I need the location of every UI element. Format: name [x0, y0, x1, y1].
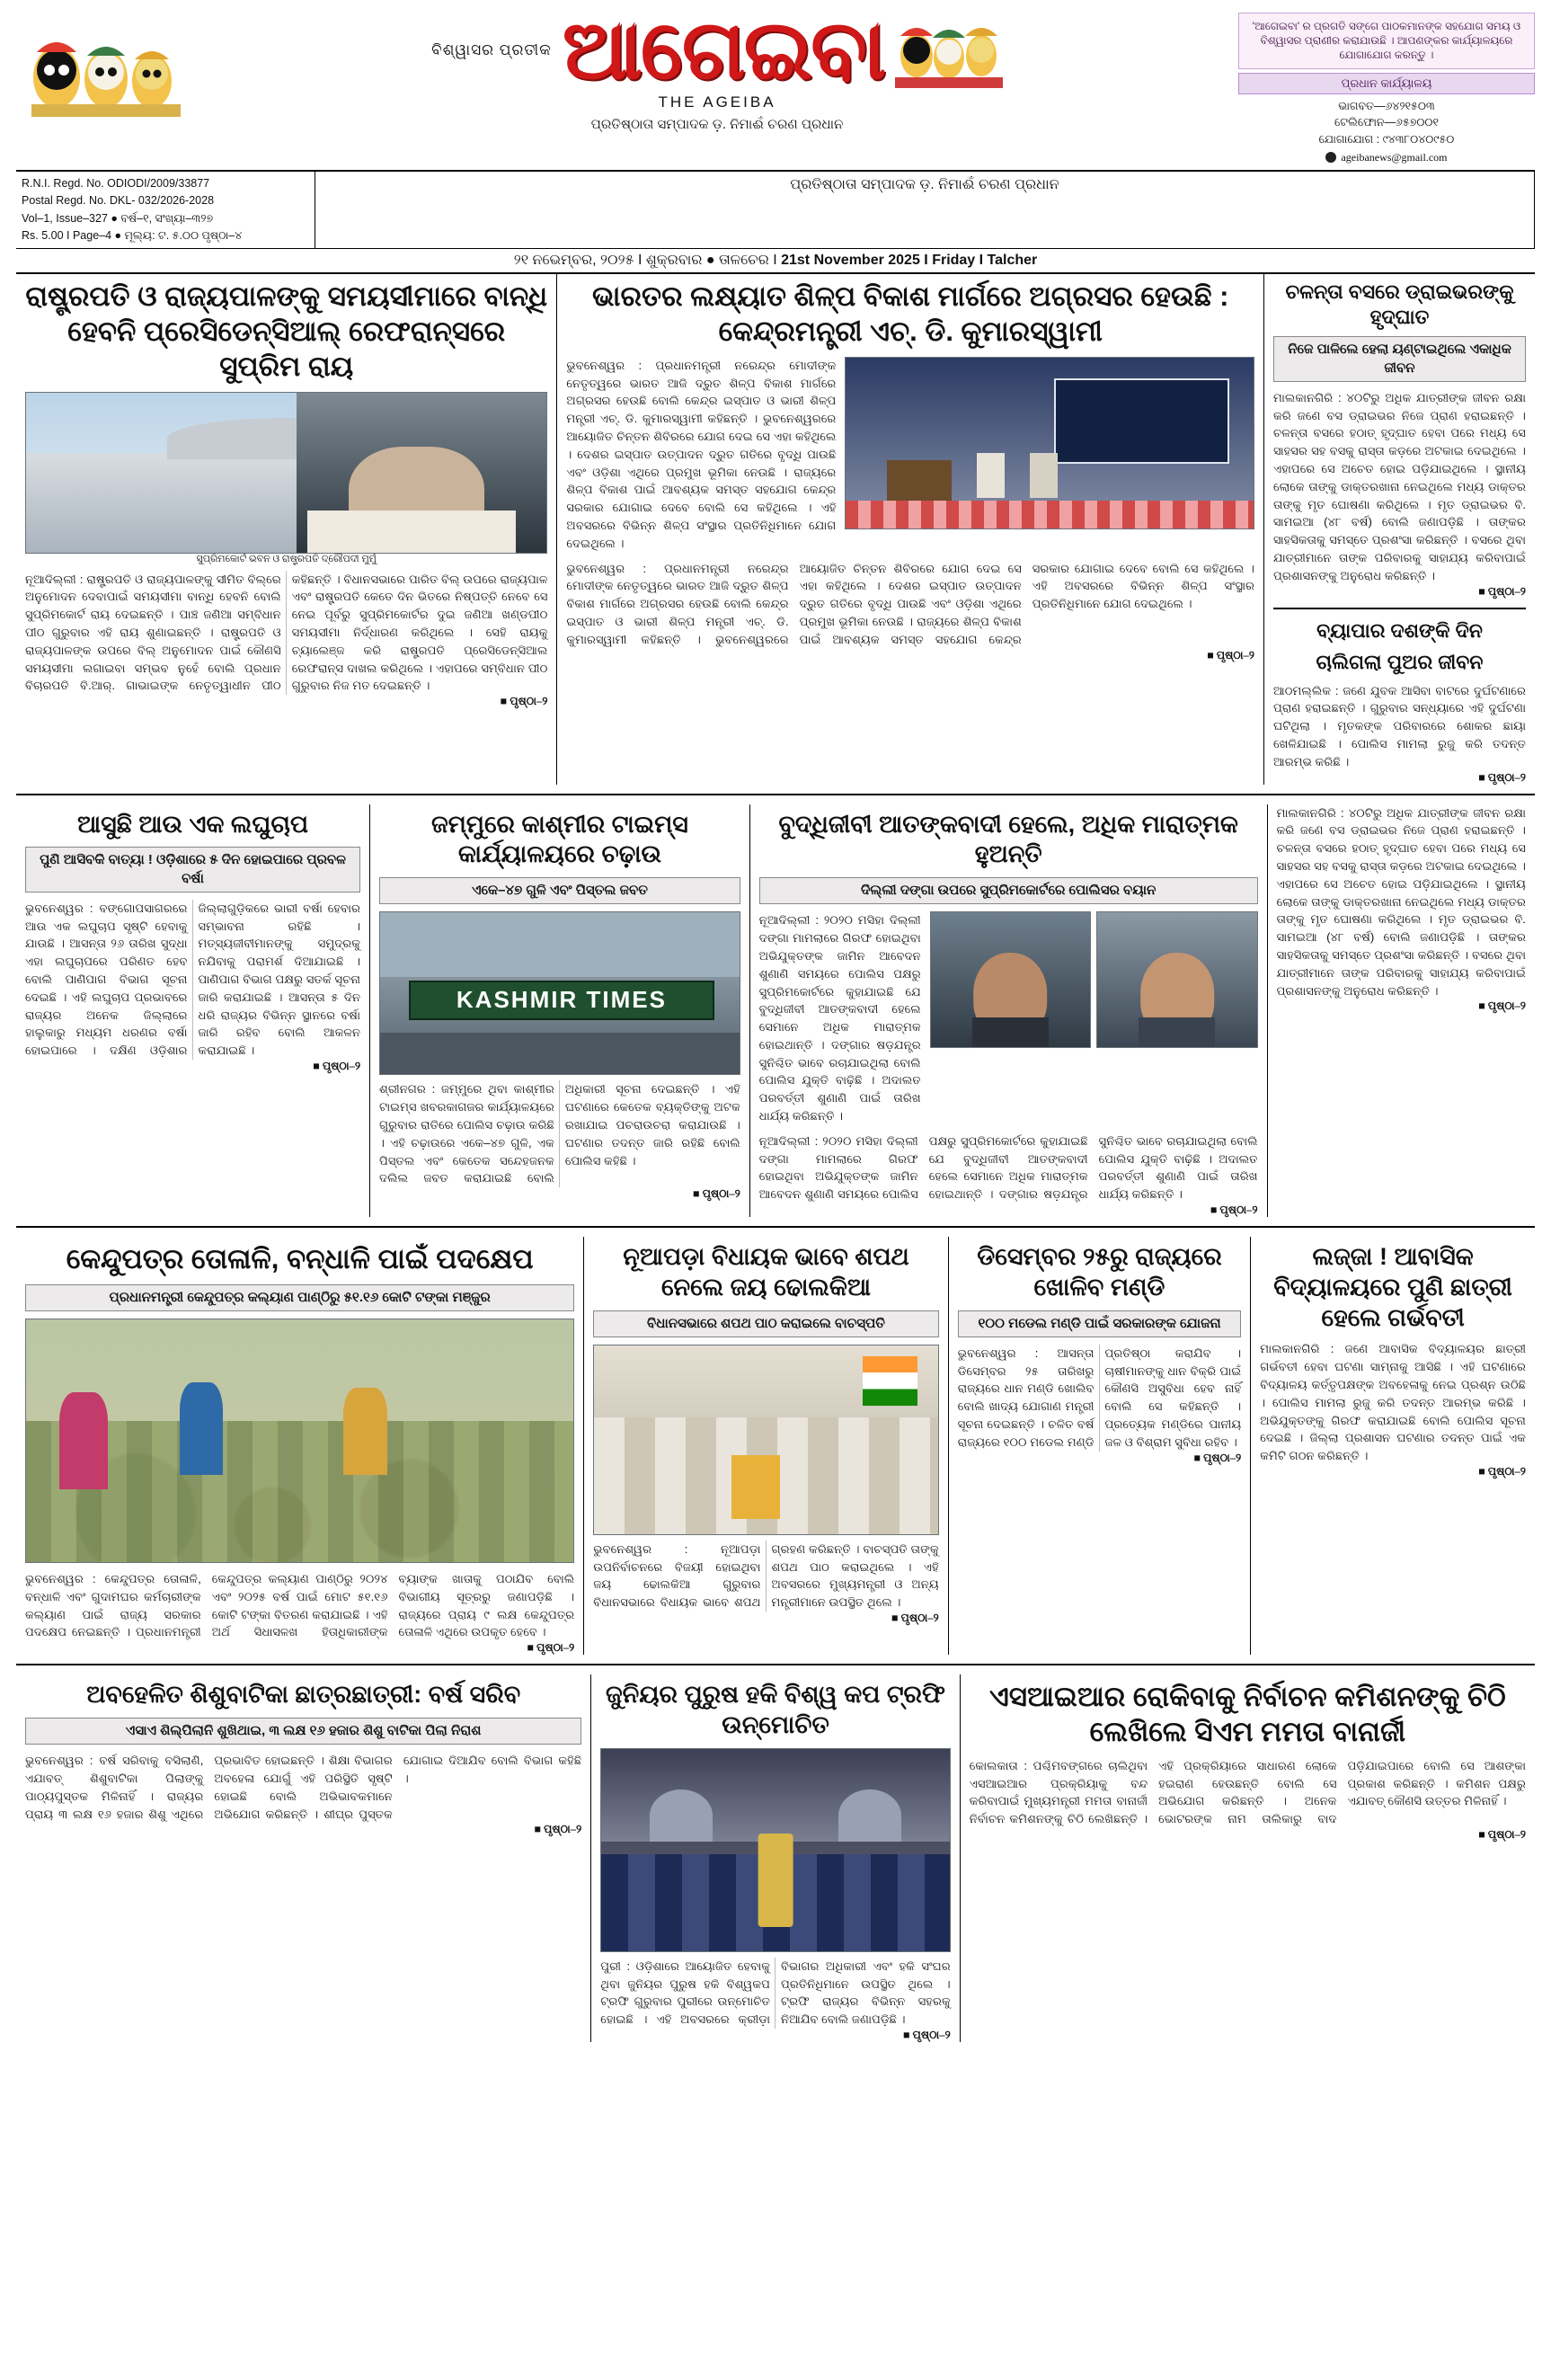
story-hostel	[1251, 1237, 1535, 1655]
terror-subhead: ଦିଲ୍ଲୀ ଦଙ୍ଗା ଉପରେ ସୁପ୍ରିମକୋର୍ଟରେ ପୋଲିସର ବୟାନ	[759, 877, 1258, 904]
hockey-body: ପୁରୀ : ଓଡ଼ିଶାରେ ଆୟୋଜିତ ହେବାକୁ ଥିବା ଜୁନିୟର ପୁରୁଷ ହକି ବିଶ୍ୱକପ ଟ୍ରଫି ଗୁରୁବାର ପୁରୀରେ ଉନ୍ମୋଚିତ ହୋଇଛି । ଏହି ଅବସରରେ କ୍ରୀଡ଼ା ବିଭାଗର ଅଧିକାରୀ ଏବଂ ହକି ସଂଘର ପ୍ରତିନିଧିମାନେ ଉପସ୍ଥିତ ଥିଲେ । ଟ୍ରଫି ରାଜ୍ୟର ବିଭିନ୍ନ ସହରକୁ ନିଆଯିବ ବୋଲି ଜଣାପଡ଼ିଛି ।	[600, 1958, 951, 2027]
price-pages: Rs. 5.00 I Page–4 ● ମୂଲ୍ୟ: ଟ. ୫.୦୦ ପୃଷ୍ଠା–୪	[22, 228, 243, 242]
rni-number: R.N.I. Regd. No. ODIODI/2009/33877	[22, 176, 210, 190]
masthead-left-deity	[16, 9, 196, 120]
oath-subhead: ବିଧାନସଭାରେ ଶପଥ ପାଠ କରାଇଲେ ବାଚସ୍ପତି	[593, 1310, 939, 1337]
lowpressure-continued: ■ ପୃଷ୍ଠା–୨	[313, 1059, 361, 1072]
business-body: ଆଠମଲ୍ଲିକ : ଜଣେ ଯୁବକ ଆସିବା ବାଟରେ ଦୁର୍ଘଟଣାରେ ପ୍ରାଣ ହରାଇଛନ୍ତି । ଗୁରୁବାର ସନ୍ଧ୍ୟାରେ ଏହି ଦୁର୍ଘଟଣା ଘଟିଥିଲା । ମୃତକଙ୍କ ପରିବାରରେ ଶୋକର ଛାୟା ଖେଳିଯାଇଛି । ପୋଲିସ ମାମଲା ରୁଜୁ କରି ତଦନ୍ତ ଆରମ୍ଭ କରିଛି ।	[1272, 683, 1526, 768]
story-terror	[750, 804, 1267, 1218]
deity-trio-right-icon	[895, 9, 1003, 92]
paper-title-english: THE AGEIBA	[658, 93, 776, 111]
hostel-headline: ଲଜ୍ଜା ! ଆବାସିକ ବିଦ୍ୟାଳୟରେ ପୁଣି ଛାତ୍ରୀ ହେଲେ ଗର୍ଭବତୀ	[1273, 1243, 1512, 1331]
business-headline: ବ୍ୟାପାର ଦଶଙ୍କି ଦିନ	[1316, 618, 1483, 642]
hockey-continued: ■ ପୃଷ୍ଠା–୨	[902, 2028, 951, 2041]
email-icon	[1325, 152, 1336, 163]
president-headline: ରାଷ୍ଟ୍ରପତି ଓ ରାଜ୍ୟପାଳଙ୍କୁ ସମୟସୀମାରେ ବାନ୍ଧି ହେବନି ପ୍ରେସିଡେନ୍ସିଆଲ୍ ରେଫରାନ୍ସରେ ସୁପ୍ରିମ ରାୟ	[25, 280, 548, 382]
accused-photo-1	[930, 911, 1091, 1048]
lowpressure-body: ଭୁବନେଶ୍ୱର : ବଙ୍ଗୋପସାଗରରେ ଆଉ ଏକ ଲଘୁଚାପ ସୃଷ୍ଟି ହେବାକୁ ଯାଉଛି । ଆସନ୍ତା ୨୬ ତାରିଖ ସୁଦ୍ଧା ଏହା ଲଘୁଚାପରେ ପରିଣତ ହେବ ବୋଲି ପାଣିପାଗ ବିଭାଗ ସୂଚନା ଦେଇଛି । ଏହି ଲଘୁଚାପ ପ୍ରଭାବରେ ରାଜ୍ୟର ଅନେକ ଜିଲ୍ଲାରେ ହାଲୁକାରୁ ମଧ୍ୟମ ଧରଣର ବର୍ଷା ହୋଇପାରେ । ଦକ୍ଷିଣ ଓଡ଼ିଶାର ଜିଲ୍ଲାଗୁଡ଼ିକରେ ଭାରୀ ବର୍ଷା ହେବାର ସମ୍ଭାବନା ରହିଛି । ମତ୍ସ୍ୟଜୀବୀମାନଙ୍କୁ ସମୁଦ୍ରକୁ ନଯିବାକୁ ପରାମର୍ଶ ଦିଆଯାଇଛି । ପାଣିପାଗ ବିଭାଗ ପକ୍ଷରୁ ସତର୍କ ସୂଚନା ଜାରି କରାଯାଇଛି । ଆସନ୍ତା ୫ ଦିନ ଧରି ରାଜ୍ୟର ବିଭିନ୍ନ ସ୍ଥାନରେ ବର୍ଷା ଜାରି ରହିବ ବୋଲି ଆକଳନ କରାଯାଇଛି ।	[25, 901, 361, 1058]
hostel-continued: ■ ପୃଷ୍ଠା–୨	[1478, 1464, 1526, 1478]
row-4	[16, 1674, 1535, 2042]
kashmir-times-signboard: KASHMIR TIMES	[409, 981, 714, 1020]
masthead-tagline: ବିଶ୍ୱାସର ପ୍ରତୀକ	[431, 41, 552, 58]
terror-continued: ■ ପୃଷ୍ଠା–୨	[1210, 1203, 1258, 1217]
kashmir-subhead: ଏକେ–୪୭ ଗୁଳି ଏବଂ ପିସ୍ତଲ ଜବତ	[379, 877, 740, 904]
child-subhead: ଏସାଏ ଶିଲ୍ପିଲାନି ଶୁଖିଥାଇ, ୩ ଲକ୍ଷ ୧୬ ହଜାର ଶିଶୁ ବାଟିକା ପିଲା ନିରାଶ	[25, 1718, 581, 1745]
president-photo-caption: ସୁପ୍ରିମକୋର୍ଟ ଭବନ ଓ ରାଷ୍ଟ୍ରପତି ଦ୍ରୌପଦୀ ମୁର୍ମୁ	[196, 553, 377, 564]
jagannath-idols-icon	[30, 14, 182, 120]
story-oath	[584, 1237, 948, 1655]
email-row	[1238, 151, 1535, 164]
registration-bar	[16, 170, 1535, 250]
president-continued: ■ ପୃଷ୍ଠା–୨	[500, 695, 548, 708]
industry-body-rest: ଭୁବନେଶ୍ୱର : ପ୍ରଧାନମନ୍ତ୍ରୀ ନରେନ୍ଦ୍ର ମୋଦୀଙ୍କ ନେତୃତ୍ୱରେ ଭାରତ ଆଜି ଦ୍ରୁତ ଶିଳ୍ପ ବିକାଶ ମାର୍ଗରେ ଅଗ୍ରସର ହେଉଛି ବୋଲି କେନ୍ଦ୍ର ଇସ୍ପାତ ଓ ଭାରୀ ଶିଳ୍ପ ମନ୍ତ୍ରୀ ଏଚ୍. ଡି. କୁମାରସ୍ୱାମୀ କହିଛନ୍ତି । ଭୁବନେଶ୍ୱରରେ ଆୟୋଜିତ ଚିନ୍ତନ ଶିବିରରେ ଯୋଗ ଦେଇ ସେ ଏହା କହିଥିଲେ । ଦେଶର ଇସ୍ପାତ ଉତ୍ପାଦନ ଦ୍ରୁତ ଗତିରେ ବୃଦ୍ଧି ପାଉଛି ଏବଂ ଓଡ଼ିଶା ଏଥିରେ ପ୍ରମୁଖ ଭୂମିକା ନେଉଛି । ରାଜ୍ୟରେ ଶିଳ୍ପ ବିକାଶ ପାଇଁ ଆବଶ୍ୟକ ସମସ୍ତ ସହଯୋଗ କେନ୍ଦ୍ର ସରକାର ଯୋଗାଇ ଦେବେ ବୋଲି ସେ କହିଥିଲେ । ଏହି ଅବସରରେ ବିଭିନ୍ନ ଶିଳ୍ପ ସଂସ୍ଥାର ପ୍ରତିନିଧିମାନେ ଯୋଗ ଦେଇଥିଲେ ।	[566, 561, 1254, 646]
email-address: ageibanews@gmail.com	[1341, 150, 1448, 164]
founder-repeat: ପ୍ରତିଷ୍ଠାତା ସମ୍ପାଦକ ଡ଼. ନିମାଈଁ ଚରଣ ପ୍ରଧାନ	[790, 176, 1059, 192]
row-1	[16, 274, 1535, 784]
story-child	[16, 1674, 590, 2042]
head-office-badge: ପ୍ରଧାନ କାର୍ଯ୍ୟାଳୟ	[1238, 73, 1535, 94]
industry-photo	[845, 357, 1254, 529]
terror-body-left: ନୂଆଦିଲ୍ଲୀ : ୨୦୨୦ ମସିହା ଦିଲ୍ଲୀ ଦଙ୍ଗା ମାମଲାରେ ଗିରଫ ହୋଇଥିବା ଅଭିଯୁକ୍ତଙ୍କ ଜାମିନ ଆବେଦନ ଶୁଣାଣି ସମୟରେ ପୋଲିସ ପକ୍ଷରୁ ସୁପ୍ରିମକୋର୍ଟରେ କୁହାଯାଇଛି ଯେ ବୁଦ୍ଧିଜୀବୀ ଆତଙ୍କବାଦୀ ହେଲେ ସେମାନେ ଅଧିକ ମାରାତ୍ମକ ହୋଇଥାନ୍ତି । ଦଙ୍ଗାର ଷଡ଼ଯନ୍ତ୍ର ସୁନିଶ୍ଚିତ ଭାବେ ରଚାଯାଇଥିଲା ବୋଲି ପୋଲିସ ଯୁକ୍ତି ବାଢ଼ିଛି । ଅଦାଲତ ପରବର୍ତ୍ତୀ ଶୁଣାଣି ପାଇଁ ତାରିଖ ଧାର୍ଯ୍ୟ କରିଛନ୍ତି ।	[758, 913, 921, 1123]
minister-continued: ■ ପୃଷ୍ଠା–୨	[1193, 1451, 1242, 1464]
story-hockey	[591, 1674, 960, 2042]
masthead-footer-note	[315, 172, 1535, 249]
oath-headline: ନୂଆପଡ଼ା ବିଧାୟକ ଭାବେ ଶପଥ ନେଲେ ଜୟ ଢୋଲକିଆ	[623, 1243, 909, 1301]
minister-headline: ଡିସେମ୍ବର ୨୫ରୁ ରାଜ୍ୟରେ ଖୋଳିବ ମଣ୍ଡି	[977, 1243, 1222, 1301]
row-3	[16, 1237, 1535, 1655]
industry-headline: ଭାରତର ଲକ୍ଷ୍ୟାତ ଶିଳ୍ପ ବିକାଶ ମାର୍ଗରେ ଅଗ୍ରସର ହେଉଛି : କେନ୍ଦ୍ରମନ୍ତ୍ରୀ ଏଚ୍. ଡି. କୁମାରସ୍ୱାମୀ	[592, 280, 1229, 348]
dateline-odia: ୨୧ ନଭେମ୍ବର, ୨୦୨୫ I ଶୁକ୍ରବାର ● ତାଳଚେର I	[513, 253, 777, 269]
heart-headline: ଚଳନ୍ତା ବସରେ ଡ୍ରାଇଭରଙ୍କୁ ହୃଦ୍‌ଘାତ	[1285, 280, 1514, 328]
story-minister	[949, 1237, 1251, 1655]
kashmir-photo	[379, 911, 740, 1075]
registration-details	[16, 172, 315, 249]
kashmir-headline: ଜମ୍ମୁରେ କାଶ୍ମୀର ଟାଇମ୍‌ସ କାର୍ଯ୍ୟାଳୟରେ ଚଢ଼ାଉ	[430, 810, 688, 868]
lowpressure-subhead: ପୁଣି ଆସିବକି ବାତ୍ୟା ! ଓଡ଼ିଶାରେ ୫ ଦିନ ହୋଇପାରେ ପ୍ରବଳ ବର୍ଷା	[25, 847, 360, 892]
paper-title: ଆଗେଇବା	[562, 4, 884, 96]
row-2	[16, 804, 1535, 1218]
sir-body: କୋଲକାତା : ପଶ୍ଚିମବଙ୍ଗରେ ଚାଲିଥିବା ଏସଆଇଆର ପ୍ରକ୍ରିୟାକୁ ବନ୍ଦ କରିବାପାଇଁ ମୁଖ୍ୟମନ୍ତ୍ରୀ ମମତା ବାନାର୍ଜୀ ନିର୍ବାଚନ କମିଶନଙ୍କୁ ଚିଠି ଲେଖିଛନ୍ତି । ଏହି ପ୍ରକ୍ରିୟାରେ ସାଧାରଣ ଲୋକେ ହଇରାଣ ହେଉଛନ୍ତି ବୋଲି ସେ ଅଭିଯୋଗ କରିଛନ୍ତି । ଅନେକ ଭୋଟରଙ୍କ ନାମ ତାଲିକାରୁ ବାଦ ପଡ଼ିଯାଇପାରେ ବୋଲି ସେ ଆଶଙ୍କା ପ୍ରକାଶ କରିଛନ୍ତି । କମିଶନ ପକ୍ଷରୁ ଏଯାବତ୍ କୌଣସି ଉତ୍ତର ମିଳିନାହିଁ ।	[969, 1758, 1526, 1826]
hostel-body: ମାଲକାନଗିରି : ଜଣେ ଆବାସିକ ବିଦ୍ୟାଳୟର ଛାତ୍ରୀ ଗର୍ଭବତୀ ହେବା ଘଟଣା ସାମ୍ନାକୁ ଆସିଛି । ଏହି ଘଟଣାରେ ବିଦ୍ୟାଳୟ କର୍ତ୍ତୃପକ୍ଷଙ୍କ ଅବହେଳାକୁ ନେଇ ପ୍ରଶ୍ନ ଉଠିଛି । ପୋଲିସ ମାମଲା ରୁଜୁ କରି ତଦନ୍ତ ଆରମ୍ଭ କରିଛି । ଅଭିଯୁକ୍ତଙ୍କୁ ଗିରଫ କରାଯାଇଛି ବୋଲି ପୋଲିସ ସୂଚନା ଦେଇଛି । ଜିଲ୍ଲା ପ୍ରଶାସନ ଘଟଣାର ତଦନ୍ତ ପାଇଁ ଏକ କମିଟି ଗଠନ କରିଛନ୍ତି ।	[1260, 1342, 1526, 1463]
kashmir-body: ଶ୍ରୀନଗର : ଜମ୍ମୁରେ ଥିବା କାଶ୍ମୀର ଟାଇମ୍‌ସ ଖବରକାଗଜର କାର୍ଯ୍ୟାଳୟରେ ଗୁରୁବାର ରାତିରେ ପୋଲିସ ଚଢ଼ାଉ କରିଛି । ଏହି ଚଢ଼ାଉରେ ଏକେ–୪୭ ଗୁଳି, ଏକ ପିସ୍ତଲ ଏବଂ କେତେକ ସନ୍ଦେହଜନକ ଦଲିଲ ଜବତ କରାଯାଇଛି ବୋଲି ଅଧିକାରୀ ସୂଚନା ଦେଇଛନ୍ତି । ଏହି ଘଟଣାରେ କେତେକ ବ୍ୟକ୍ତିଙ୍କୁ ଅଟକ ରଖାଯାଇ ପଚରାଉଚରା କରାଯାଉଛି । ଘଟଣାର ତଦନ୍ତ ଜାରି ରହିଛି ବୋଲି ପୋଲିସ କହିଛି ।	[379, 1082, 740, 1186]
masthead-right	[1238, 9, 1535, 164]
terror-body-rest: ନୂଆଦିଲ୍ଲୀ : ୨୦୨୦ ମସିହା ଦିଲ୍ଲୀ ଦଙ୍ଗା ମାମଲାରେ ଗିରଫ ହୋଇଥିବା ଅଭିଯୁକ୍ତଙ୍କ ଜାମିନ ଆବେଦନ ଶୁଣାଣି ସମୟରେ ପୋଲିସ ପକ୍ଷରୁ ସୁପ୍ରିମକୋର୍ଟରେ କୁହାଯାଇଛି ଯେ ବୁଦ୍ଧିଜୀବୀ ଆତଙ୍କବାଦୀ ହେଲେ ସେମାନେ ଅଧିକ ମାରାତ୍ମକ ହୋଇଥାନ୍ତି । ଦଙ୍ଗାର ଷଡ଼ଯନ୍ତ୍ର ସୁନିଶ୍ଚିତ ଭାବେ ରଚାଯାଇଥିଲା ବୋଲି ପୋଲିସ ଯୁକ୍ତି ବାଢ଼ିଛି । ଅଦାଲତ ପରବର୍ତ୍ତୀ ଶୁଣାଣି ପାଇଁ ତାରିଖ ଧାର୍ଯ୍ୟ କରିଛନ୍ତି ।	[758, 1133, 1258, 1202]
kendu-continued: ■ ପୃଷ୍ଠା–୨	[527, 1641, 575, 1655]
story-president	[16, 274, 556, 784]
masthead-center	[201, 4, 1233, 132]
minister-subhead: ୧୦୦ ମଡେଲ ମଣ୍ଡି ପାଇଁ ସରକାରଙ୍କ ଯୋଜନା	[958, 1310, 1242, 1337]
story-heart	[1264, 274, 1535, 784]
industry-body-left: ଭୁବନେଶ୍ୱର : ପ୍ରଧାନମନ୍ତ୍ରୀ ନରେନ୍ଦ୍ର ମୋଦୀଙ୍କ ନେତୃତ୍ୱରେ ଭାରତ ଆଜି ଦ୍ରୁତ ଶିଳ୍ପ ବିକାଶ ମାର୍ଗରେ ଅଗ୍ରସର ହେଉଛି ବୋଲି କେନ୍ଦ୍ର ଇସ୍ପାତ ଓ ଭାରୀ ଶିଳ୍ପ ମନ୍ତ୍ରୀ ଏଚ୍. ଡି. କୁମାରସ୍ୱାମୀ କହିଛନ୍ତି । ଭୁବନେଶ୍ୱରରେ ଆୟୋଜିତ ଚିନ୍ତନ ଶିବିରରେ ଯୋଗ ଦେଇ ସେ ଏହା କହିଥିଲେ । ଦେଶର ଇସ୍ପାତ ଉତ୍ପାଦନ ଦ୍ରୁତ ଗତିରେ ବୃଦ୍ଧି ପାଉଛି ଏବଂ ଓଡ଼ିଶା ଏଥିରେ ପ୍ରମୁଖ ଭୂମିକା ନେଉଛି । ରାଜ୍ୟରେ ଶିଳ୍ପ ବିକାଶ ପାଇଁ ଆବଶ୍ୟକ ସମସ୍ତ ସହଯୋଗ କେନ୍ଦ୍ର ସରକାର ଯୋଗାଇ ଦେବେ ବୋଲି ସେ କହିଥିଲେ । ଏହି ଅବସରରେ ବିଭିନ୍ନ ଶିଳ୍ପ ସଂସ୍ଥାର ପ୍ରତିନିଧିମାନେ ଯୋଗ ଦେଇଥିଲେ ।	[566, 358, 837, 550]
postal-regd: Postal Regd. No. DKL- 032/2026-2028	[22, 194, 215, 208]
heart-continued: ■ ପୃଷ୍ଠା–୨	[1478, 584, 1526, 598]
dateline-english: 21st November 2025 I Friday I Talcher	[781, 253, 1038, 269]
volume-issue: Vol–1, Issue–327 ● ବର୍ଷ–୧, ସଂଖ୍ୟା–୩୨୭	[22, 211, 214, 225]
story-sir	[961, 1674, 1535, 2042]
terror-headline: ବୁଦ୍ଧିଜୀବୀ ଆତଙ୍କବାଦୀ ହେଲେ, ଅଧିକ ମାରାତ୍ମକ ହୁଅନ୍ତି	[778, 810, 1238, 868]
heart-body: ମାଲକାନଗିରି : ୪୦ଟିରୁ ଅଧିକ ଯାତ୍ରୀଙ୍କ ଜୀବନ ରକ୍ଷା କରି ଜଣେ ବସ ଡ୍ରାଇଭର ନିଜେ ପ୍ରାଣ ହରାଇଛନ୍ତି । ଚଳନ୍ତା ବସରେ ହଠାତ୍ ହୃଦ୍‌ଘାତ ହେବା ପରେ ମଧ୍ୟ ସେ ସାହସର ସହ ବସକୁ ରାସ୍ତା କଡ଼ରେ ଅଟକାଇ ଦେଇଥିଲେ । ଏହାପରେ ସେ ଅଚେତ ହୋଇ ପଡ଼ିଯାଇଥିଲେ । ସ୍ଥାନୀୟ ଲୋକେ ତାଙ୍କୁ ଡାକ୍ତରଖାନା ନେଇଥିଲେ ମଧ୍ୟ ଡାକ୍ତର ତାଙ୍କୁ ମୃତ ଘୋଷଣା କରିଥିଲେ । ମୃତ ଡ୍ରାଇଭର ବି. ସାମଇଆ (୪୮ ବର୍ଷ) ବୋଲି ଜଣାପଡ଼ିଛି । ତାଙ୍କର ସାହସିକତାକୁ ସମସ୍ତେ ପ୍ରଶଂସା କରିଛନ୍ତି । ବସରେ ଥିବା ଯାତ୍ରୀମାନେ ତାଙ୍କ ପରିବାରକୁ ସାହାଯ୍ୟ କରିବାପାଇଁ ପ୍ରଶାସନଙ୍କୁ ଅନୁରୋଧ କରିଛନ୍ତି ।	[1272, 390, 1526, 582]
dateline	[16, 249, 1535, 274]
story-kendu	[16, 1237, 583, 1655]
sir-continued: ■ ପୃଷ୍ଠା–୨	[1478, 1827, 1526, 1841]
kashmir-continued: ■ ପୃଷ୍ଠା–୨	[692, 1187, 740, 1201]
hockey-photo	[600, 1748, 951, 1952]
heart-subhead: ନିଜେ ପାଳିଲେ ହେଲା ୟଣ୍ଟାଇଥିଲେ ଏକାଧିକ ଜୀବନ	[1273, 336, 1526, 382]
child-continued: ■ ପୃଷ୍ଠା–୨	[534, 1823, 582, 1836]
contact-line-3: ଯୋଗାଯୋଗ : ୯୪୩୮୦୪୦୯୫୦	[1318, 133, 1455, 147]
story-industry	[557, 274, 1263, 784]
contact-line-1: ଭାଗବତ—୬୪୨୧୫୦୩	[1338, 99, 1435, 112]
oath-body: ଭୁବନେଶ୍ୱର : ନୂଆପଡ଼ା ଉପନିର୍ବାଚନରେ ବିଜୟୀ ହୋଇଥିବା ଜୟ ଢୋଲକିଆ ଗୁରୁବାର ବିଧାନସଭାରେ ବିଧାୟକ ଭାବେ ଶପଥ ଗ୍ରହଣ କରିଛନ୍ତି । ବାଚସ୍ପତି ତାଙ୍କୁ ଶପଥ ପାଠ କରାଇଥିଲେ । ଏହି ଅବସରରେ ମୁଖ୍ୟମନ୍ତ୍ରୀ ଓ ଅନ୍ୟ ମନ୍ତ୍ରୀମାନେ ଉପସ୍ଥିତ ଥିଲେ ।	[593, 1541, 939, 1610]
kendu-body: ଭୁବନେଶ୍ୱର : କେନ୍ଦୁପତ୍ର ତୋଳାଳି, ବନ୍ଧାଳି ଏବଂ ଗୁଦାମଘର କର୍ମଚାରୀଙ୍କ କଲ୍ୟାଣ ପାଇଁ ରାଜ୍ୟ ସରକାର ପଦକ୍ଷେପ ନେଇଛନ୍ତି । ପ୍ରଧାନମନ୍ତ୍ରୀ କେନ୍ଦୁପତ୍ର କଲ୍ୟାଣ ପାଣ୍ଠିରୁ ୨୦୨୪ ଏବଂ ୨୦୨୫ ବର୍ଷ ପାଇଁ ମୋଟ ୫୧.୧୬ କୋଟି ଟଙ୍କା ବିତରଣ କରାଯାଇଛି । ଏହି ଅର୍ଥ ସିଧାସଳଖ ହିତାଧିକାରୀଙ୍କ ବ୍ୟାଙ୍କ ଖାତାକୁ ପଠାଯିବ ବୋଲି ବିଭାଗୀୟ ସୂତ୍ରରୁ ଜଣାପଡ଼ିଛି । ରାଜ୍ୟରେ ପ୍ରାୟ ୯ ଲକ୍ଷ କେନ୍ଦୁପତ୍ର ତୋଳାଳି ଏଥିରେ ଉପକୃତ ହେବେ ।	[25, 1572, 575, 1639]
lowpressure-headline: ଆସୁଛି ଆଉ ଏକ ଲଘୁଚାପ	[77, 810, 309, 838]
president-body: ନୂଆଦିଲ୍ଲୀ : ରାଷ୍ଟ୍ରପତି ଓ ରାଜ୍ୟପାଳଙ୍କୁ ସୀମିତ ବିଲ୍‌ରେ ଅନୁମୋଦନ ଦେବାପାଇଁ ସମୟସୀମା ବାନ୍ଧି ହେବନି ବୋଲି ସୁପ୍ରିମକୋର୍ଟ ରାୟ ଦେଇଛନ୍ତି । ପାଞ୍ଚ ଜଣିଆ ସମ୍ବିଧାନ ପୀଠ ଗୁରୁବାର ଏହି ରାୟ ଶୁଣାଇଛନ୍ତି । ରାଷ୍ଟ୍ରପତି ଓ ରାଜ୍ୟପାଳଙ୍କ ଉପରେ ବିଲ୍ ଅନୁମୋଦନ ପାଇଁ କୌଣସି ସମୟସୀମା ଲଗାଇବା ସମ୍ଭବ ନୁହେଁ ବୋଲି ପ୍ରଧାନ ବିଚାରପତି ବି.ଆର୍. ଗାଭାଇଙ୍କ ନେତୃତ୍ୱାଧୀନ ପୀଠ କହିଛନ୍ତି । ବିଧାନସଭାରେ ପାରିତ ବିଲ୍ ଉପରେ ରାଜ୍ୟପାଳ ଏବଂ ରାଷ୍ଟ୍ରପତି କେତେ ଦିନ ଭିତରେ ନିଷ୍ପତ୍ତି ନେବେ ସେ ନେଇ ପୂର୍ବରୁ ସୁପ୍ରିମକୋର୍ଟର ଦୁଇ ଜଣିଆ ଖଣ୍ଡପୀଠ ସମୟସୀମା ନିର୍ଦ୍ଧାରଣ କରିଥିଲେ । ସେହି ରାୟକୁ ଚ୍ୟାଲେଞ୍ଜ କରି ରାଷ୍ଟ୍ରପତି ପ୍ରେସିଡେନ୍ସିଆଲ ରେଫରାନ୍ସ ଦାଖଲ କରିଥିଲେ । ଏହାପରେ ସମ୍ବିଧାନ ପୀଠ ଗୁରୁବାର ନିଜ ମତ ଦେଇଛନ୍ତି ।	[25, 572, 548, 693]
industry-continued: ■ ପୃଷ୍ଠା–୨	[1207, 648, 1254, 662]
hockey-headline: ଜୁନିୟର ପୁରୁଷ ହକି ବିଶ୍ୱ କପ ଟ୍ରଫି ଉନ୍ମୋଚିତ	[606, 1681, 945, 1738]
kendu-headline: କେନ୍ଦୁପତ୍ର ତୋଳାଳି, ବନ୍ଧାଳି ପାଇଁ ପଦକ୍ଷେପ	[66, 1243, 534, 1275]
kendu-photo	[25, 1319, 574, 1563]
founder-line: ପ୍ରତିଷ୍ଠାତା ସମ୍ପାଦକ ଡ଼. ନିମାଈଁ ଚରଣ ପ୍ରଧାନ	[590, 117, 844, 132]
contact-line-2: ଟେଲିଫୋନ—୬୫୭୦୦୧	[1334, 116, 1439, 129]
kendu-subhead: ପ୍ରଧାନମନ୍ତ୍ରୀ କେନ୍ଦୁପତ୍ର କଲ୍ୟାଣ ପାଣ୍ଠିରୁ ୫୧.୧୬ କୋଟି ଟଙ୍କା ମଞ୍ଜୁର	[25, 1284, 574, 1311]
business-subhead: ଚାଲିଗଲା ପୁଅର ଜୀବନ	[1316, 651, 1484, 674]
president-photo	[25, 392, 547, 554]
sir-headline: ଏସଆଇଆର ରୋକିବାକୁ ନିର୍ବାଚନ କମିଶନଙ୍କୁ ଚିଠି ଲେଖିଲେ ସିଏମ ମମତା ବାନାର୍ଜୀ	[988, 1681, 1506, 1747]
story-kashmir	[370, 804, 749, 1218]
story-heart-spill	[1268, 804, 1535, 1218]
minister-body: ଭୁବନେଶ୍ୱର : ଆସନ୍ତା ଡିସେମ୍ବର ୨୫ ତାରିଖରୁ ରାଜ୍ୟରେ ଧାନ ମଣ୍ଡି ଖୋଲିବ ବୋଲି ଖାଦ୍ୟ ଯୋଗାଣ ମନ୍ତ୍ରୀ ସୂଚନା ଦେଇଛନ୍ତି । ଚଳିତ ବର୍ଷ ରାଜ୍ୟରେ ୧୦୦ ମଡେଲ ମଣ୍ଡି ପ୍ରତିଷ୍ଠା କରାଯିବ । ଚାଷୀମାନଙ୍କୁ ଧାନ ବିକ୍ରି ପାଇଁ କୌଣସି ଅସୁବିଧା ହେବ ନାହିଁ ବୋଲି ସେ କହିଛନ୍ତି । ପ୍ରତ୍ୟେକ ମଣ୍ଡିରେ ପାନୀୟ ଜଳ ଓ ବିଶ୍ରାମ ସୁବିଧା ରହିବ ।	[957, 1345, 1242, 1449]
masthead	[16, 4, 1535, 164]
business-continued: ■ ପୃଷ୍ଠା–୨	[1478, 770, 1526, 784]
oath-continued: ■ ପୃଷ୍ଠା–୨	[891, 1612, 939, 1624]
heart-body-spill: ମାଲକାନଗିରି : ୪୦ଟିରୁ ଅଧିକ ଯାତ୍ରୀଙ୍କ ଜୀବନ ରକ୍ଷା କରି ଜଣେ ବସ ଡ୍ରାଇଭର ନିଜେ ପ୍ରାଣ ହରାଇଛନ୍ତି । ଚଳନ୍ତା ବସରେ ହଠାତ୍ ହୃଦ୍‌ଘାତ ହେବା ପରେ ମଧ୍ୟ ସେ ସାହସର ସହ ବସକୁ ରାସ୍ତା କଡ଼ରେ ଅଟକାଇ ଦେଇଥିଲେ । ଏହାପରେ ସେ ଅଚେତ ହୋଇ ପଡ଼ିଯାଇଥିଲେ । ସ୍ଥାନୀୟ ଲୋକେ ତାଙ୍କୁ ଡାକ୍ତରଖାନା ନେଇଥିଲେ ମଧ୍ୟ ଡାକ୍ତର ତାଙ୍କୁ ମୃତ ଘୋଷଣା କରିଥିଲେ । ମୃତ ଡ୍ରାଇଭର ବି. ସାମଇଆ (୪୮ ବର୍ଷ) ବୋଲି ଜଣାପଡ଼ିଛି । ତାଙ୍କର ସାହସିକତାକୁ ସମସ୍ତେ ପ୍ରଶଂସା କରିଛନ୍ତି । ବସରେ ଥିବା ଯାତ୍ରୀମାନେ ତାଙ୍କ ପରିବାରକୁ ସାହାଯ୍ୟ କରିବାପାଇଁ ପ୍ରଶାସନଙ୍କୁ ଅନୁରୋଧ କରିଛନ୍ତି ।	[1276, 805, 1526, 998]
oath-photo	[593, 1345, 939, 1535]
child-body: ଭୁବନେଶ୍ୱର : ବର୍ଷ ସରିବାକୁ ବସିଲାଣି, ଏଯାବତ୍ ଶିଶୁବାଟିକା ପିଲାଙ୍କୁ ପାଠ୍ୟପୁସ୍ତକ ମିଳିନାହିଁ । ରାଜ୍ୟର ପ୍ରାୟ ୩ ଲକ୍ଷ ୧୬ ହଜାର ଶିଶୁ ଏଥିରେ ପ୍ରଭାବିତ ହୋଇଛନ୍ତି । ଶିକ୍ଷା ବିଭାଗର ଅବହେଳା ଯୋଗୁଁ ଏହି ପରିସ୍ଥିତି ସୃଷ୍ଟି ହୋଇଛି ବୋଲି ଅଭିଭାବକମାନେ ଅଭିଯୋଗ କରିଛନ୍ତି । ଶୀଘ୍ର ପୁସ୍ତକ ଯୋଗାଇ ଦିଆଯିବ ବୋଲି ବିଭାଗ କହିଛି ।	[25, 1754, 582, 1821]
masthead-note: 'ଆଗେଇବା' ର ପ୍ରଗତି ସଙ୍ଗେ ପାଠକମାନଙ୍କ ସହଯୋଗ ସମୟ ଓ ବିଶ୍ୱାସର ପ୍ରାଣୀର କରାଯାଉଛି । ଆପଣଙ୍କର କାର୍ଯ୍ୟାଳୟରେ ଯୋଗାଯୋଗ କରନ୍ତୁ ।	[1238, 13, 1535, 69]
terror-accused-photos	[930, 911, 1258, 1048]
accused-photo-2	[1096, 911, 1257, 1048]
heart-spill-continued: ■ ପୃଷ୍ଠା–୨	[1478, 999, 1526, 1013]
child-headline: ଅବହେଳିତ ଶିଶୁବାଟିକା ଛାତ୍ରଛାତ୍ରୀ: ବର୍ଷ ସରିବ	[86, 1681, 521, 1709]
story-low-pressure	[16, 804, 369, 1218]
